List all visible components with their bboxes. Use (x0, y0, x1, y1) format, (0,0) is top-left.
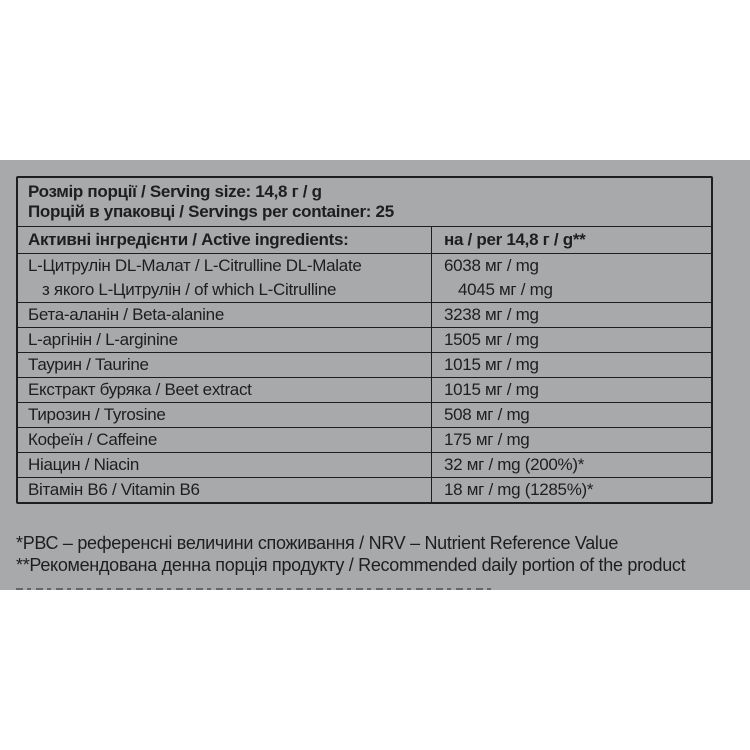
table-row (18, 353, 711, 378)
cut-off-text-line (16, 588, 496, 590)
table-row (18, 328, 711, 353)
ingredient-name: Таурин / Taurine (28, 355, 149, 374)
footnotes (16, 532, 685, 576)
table-row (18, 428, 711, 453)
amount-column-header: на / per 14,8 г / g** (444, 230, 586, 249)
sub-ingredient-amount: 4045 мг / mg (458, 280, 553, 299)
ingredient-amount: 1505 мг / mg (444, 330, 539, 349)
ingredient-amount: 175 мг / mg (444, 430, 530, 449)
servings-per-container: Порцій в упаковці / Servings per container: 25 (28, 202, 394, 221)
serving-info (18, 178, 711, 227)
footnote-daily-portion: **Рекомендована денна порція продукту / Recommended daily portion of the product (16, 555, 686, 575)
table-row (18, 378, 711, 403)
ingredient-name: Ніацин / Niacin (28, 455, 140, 474)
ingredient-name: Кофеїн / Caffeine (28, 430, 157, 449)
ingredient-name: L-Цитрулін DL-Малат / L-Citrulline DL-Malate (28, 256, 362, 275)
ingredient-name: Бета-аланін / Beta-alanine (28, 305, 224, 324)
ingredient-amount: 6038 мг / mg (444, 256, 539, 275)
ingredient-amount: 32 мг / mg (200%)* (444, 455, 585, 474)
supplement-facts-table (16, 176, 713, 504)
ingredient-amount: 1015 мг / mg (444, 355, 539, 374)
table-row (18, 403, 711, 428)
table-row (18, 303, 711, 328)
ingredient-name: Екстракт буряка / Beet extract (28, 380, 252, 399)
table-row (18, 478, 711, 502)
sub-ingredient-name: з якого L-Цитрулін / of which L-Citrulline (42, 280, 337, 299)
ingredient-amount: 1015 мг / mg (444, 380, 539, 399)
footnote-nrv: *РВС – референсні величини споживання / NRV – Nutrient Reference Value (16, 533, 619, 553)
ingredient-name: Вітамін В6 / Vitamin B6 (28, 480, 200, 499)
ingredient-name: L-аргінін / L-arginine (28, 330, 178, 349)
table-row (18, 254, 711, 303)
ingredient-column-header: Активні інгредієнти / Active ingredients: (28, 230, 349, 249)
ingredient-amount: 18 мг / mg (1285%)* (444, 480, 594, 499)
table-header-row (18, 227, 711, 254)
serving-size: Розмір порції / Serving size: 14,8 г / g (28, 182, 322, 201)
ingredient-amount: 508 мг / mg (444, 405, 530, 424)
ingredient-name: Тирозин / Tyrosine (28, 405, 166, 424)
table-row (18, 453, 711, 478)
nutrition-panel (0, 160, 750, 590)
ingredient-amount: 3238 мг / mg (444, 305, 539, 324)
